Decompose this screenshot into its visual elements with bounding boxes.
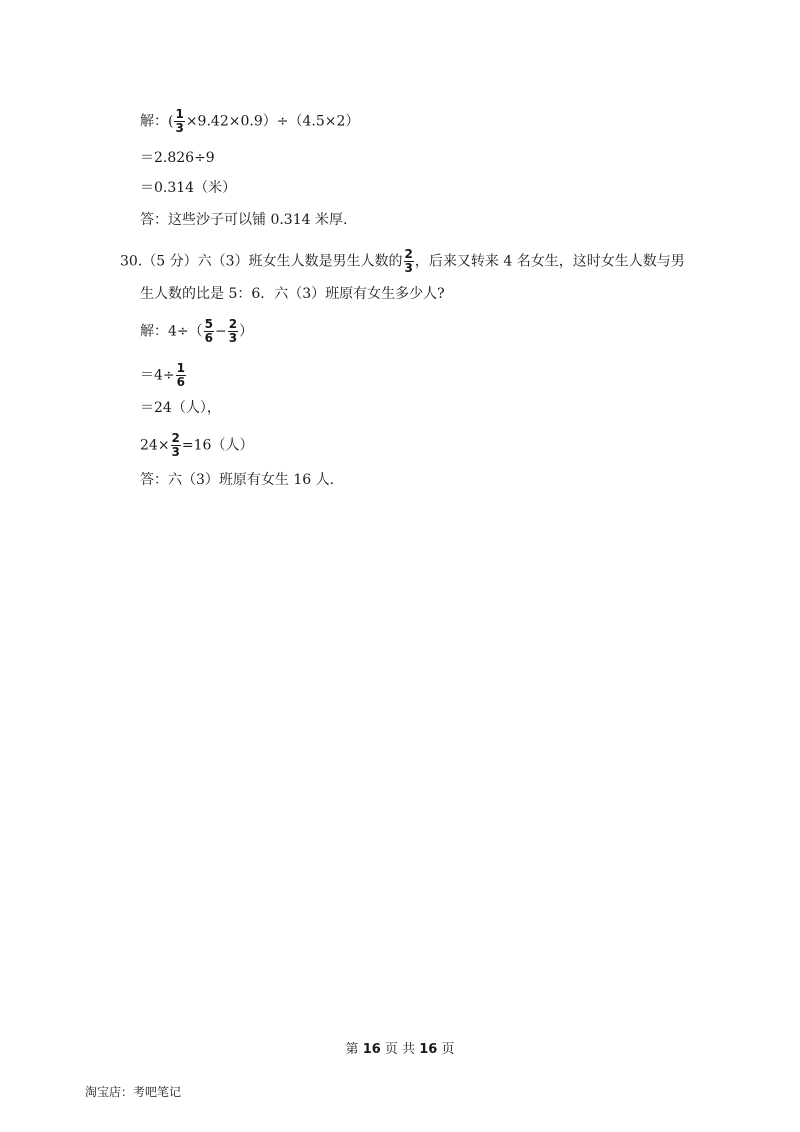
- footer-shop-label: 淘宝店：考吧笔记: [85, 1085, 182, 1099]
- fraction: $\frac{5}{6}$: [204, 317, 213, 345]
- question-30-line-1: 30.（5 分）六（3）班女生人数是男生人数的 $\frac{2}{3}$ ，后来又转来 4 名女生，这时女生人数与男: [120, 247, 685, 275]
- fraction: $\frac{2}{3}$: [228, 317, 238, 345]
- fraction: $\frac{2}{3}$: [171, 431, 180, 459]
- fraction: $\frac{2}{3}$: [404, 247, 413, 275]
- solution-30-line-3: ＝24（人），: [140, 400, 221, 416]
- solution-29-line-1: 解：( $\frac{1}{3}$ ×9.42×0.9）÷（4.5×2）: [140, 107, 360, 135]
- solution-30-line-1: 解：4÷（ $\frac{5}{6}$ − $\frac{2}{3}$ ）: [140, 317, 254, 345]
- solution-29-line-3: ＝0.314（米）: [140, 180, 237, 196]
- fraction: $\frac{1}{3}$: [175, 107, 184, 135]
- fraction: $\frac{1}{6}$: [176, 361, 185, 389]
- solution-29-line-2: ＝2.826÷9: [140, 150, 215, 166]
- solution-30-line-2: ＝4÷ $\frac{1}{6}$: [140, 361, 185, 389]
- solution-29-answer: 答：这些沙子可以铺 0.314 米厚.: [140, 212, 348, 228]
- solution-30-line-4: 24× $\frac{2}{3}$ =16（人）: [140, 431, 254, 459]
- solution-30-answer: 答：六（3）班原有女生 16 人.: [140, 472, 335, 488]
- question-30-line-2: 生人数的比是 5：6．六（3）班原有女生多少人?: [140, 286, 445, 302]
- page-number: 第 16 页 共 16 页: [345, 1042, 455, 1057]
